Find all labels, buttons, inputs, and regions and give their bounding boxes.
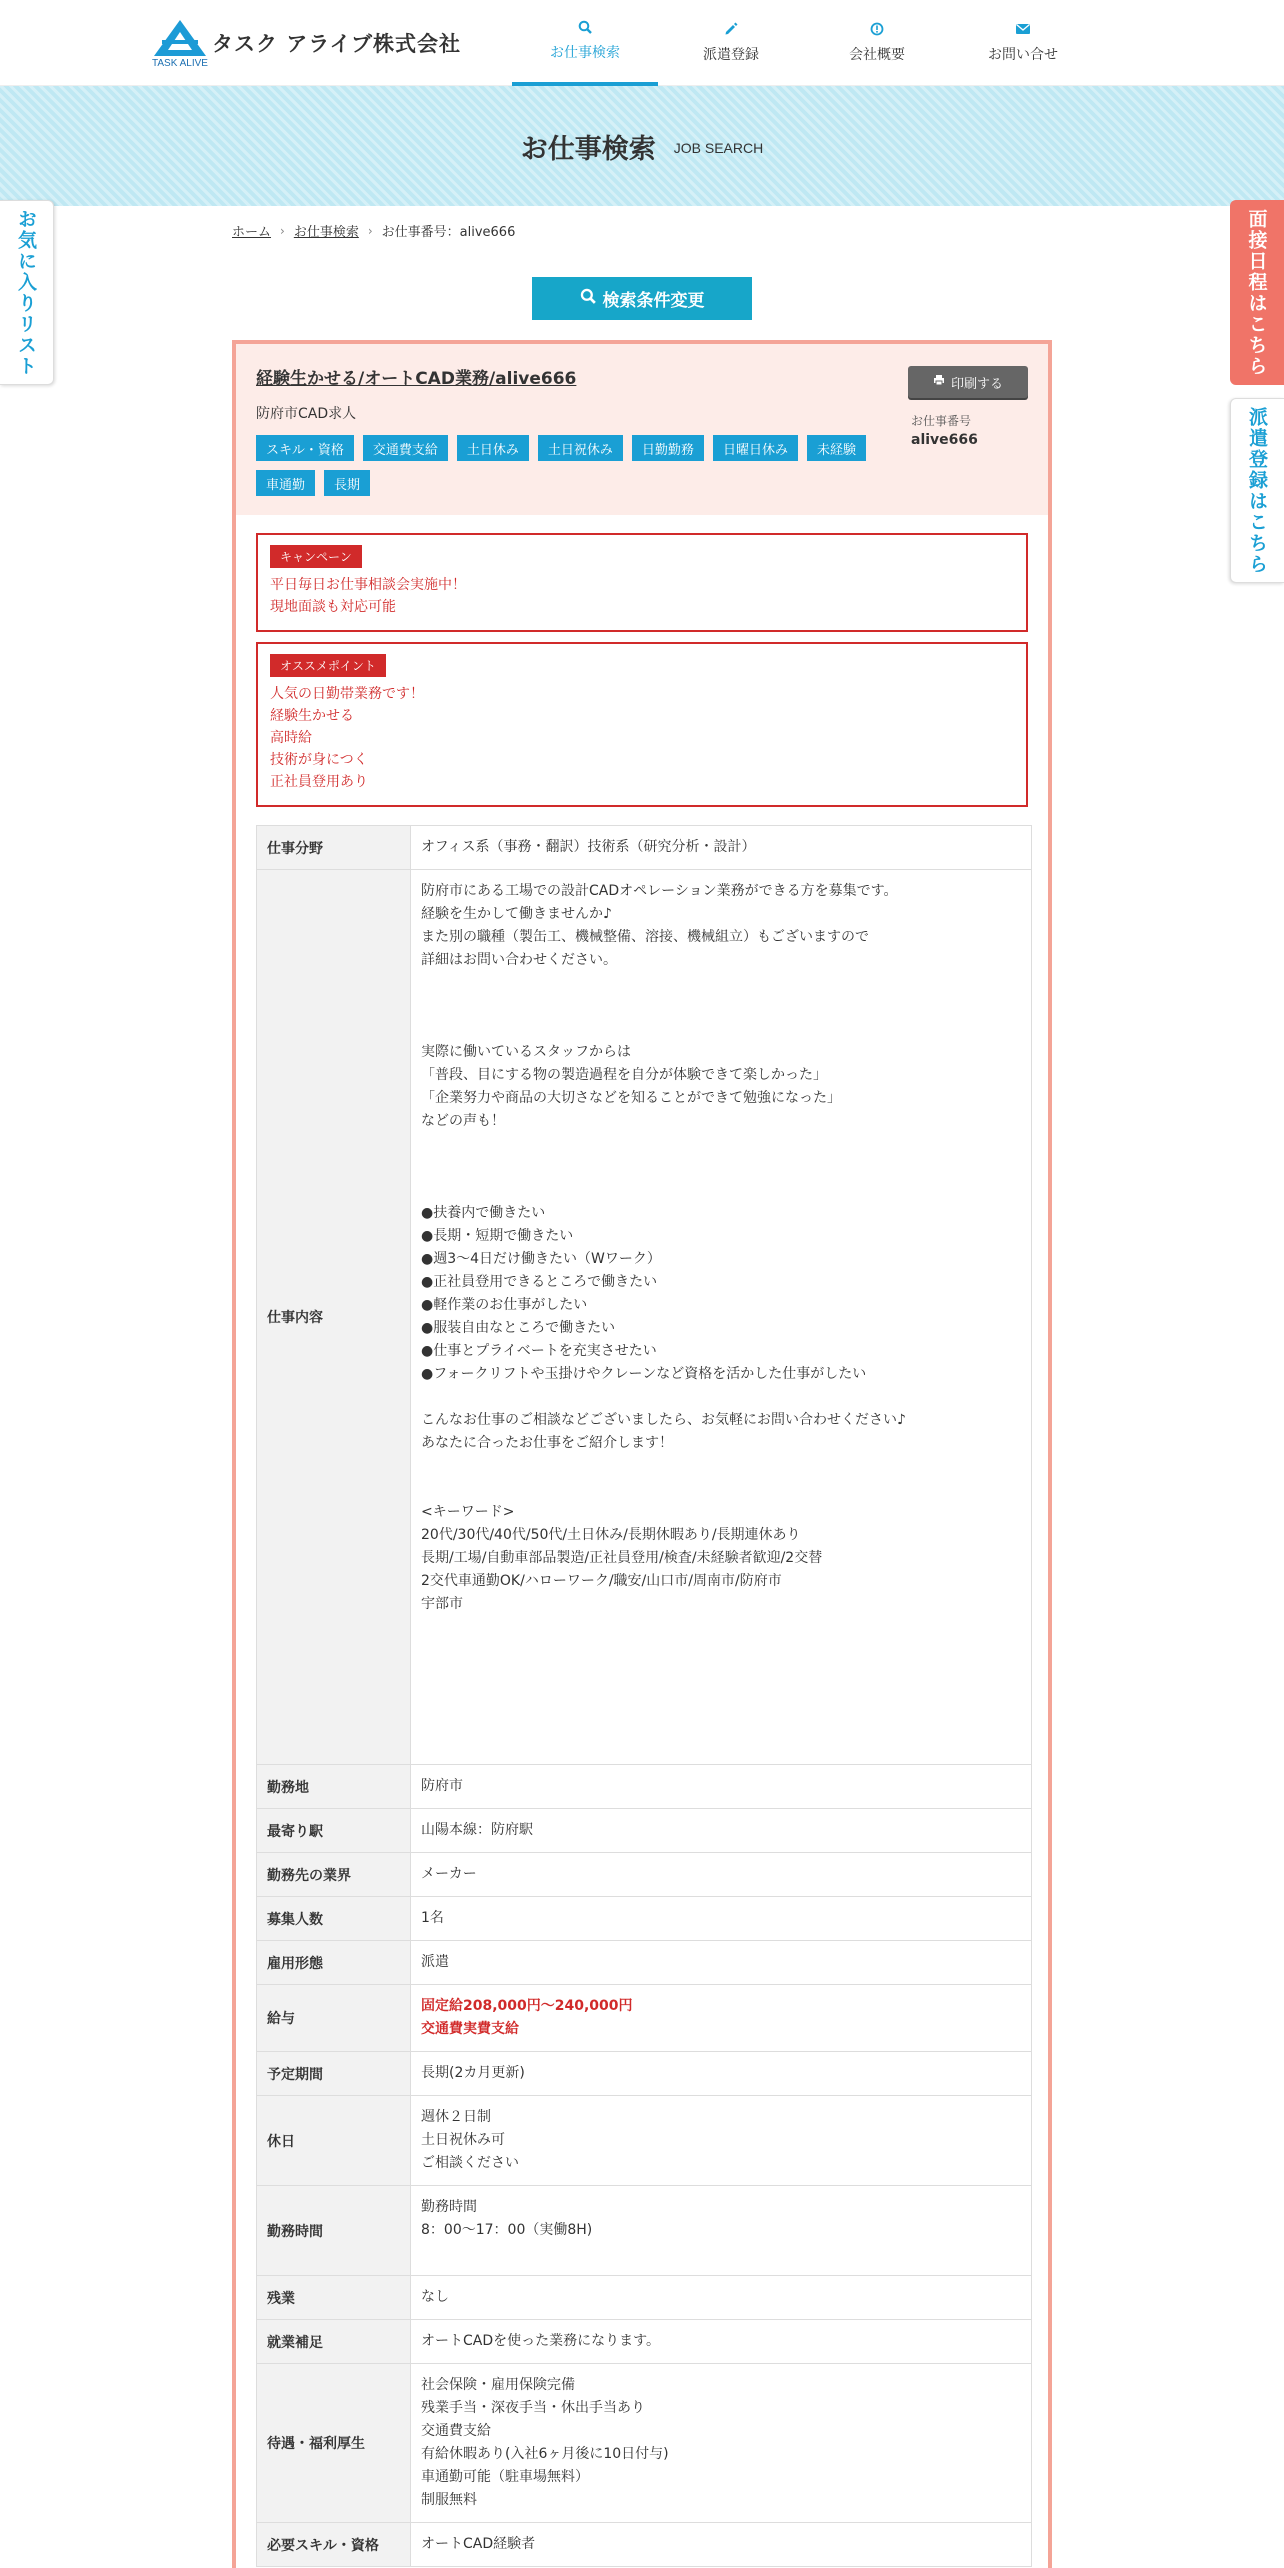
nav-label: お問い合せ	[988, 47, 1058, 63]
spec-value-line: 長期/工場/自動車部品製造/正社員登用/検査/未経験者歓迎/2交替	[421, 1550, 823, 1566]
spec-value-line	[421, 1616, 1021, 1639]
recommend-line: 技術が身につく	[270, 752, 368, 768]
spec-value	[411, 1897, 1032, 1941]
nav-contact[interactable]	[950, 0, 1096, 86]
spec-row	[257, 870, 1032, 1765]
spec-row	[257, 826, 1032, 870]
spec-row	[257, 2523, 1032, 2567]
spec-value-line	[421, 1179, 1021, 1202]
company-logo[interactable]	[152, 18, 461, 70]
campaign-label: キャンペーン	[270, 545, 362, 568]
registration-tab-label: 派遣登録はこちら	[1246, 406, 1268, 575]
spec-key: 雇用形態	[257, 1941, 411, 1985]
nav-label: お仕事検索	[550, 45, 620, 61]
logo-subtext: TASK ALIVE	[152, 58, 208, 69]
job-title[interactable]: 経験生かせる/オートCAD業務/alive666	[256, 369, 577, 389]
spec-value	[411, 2052, 1032, 2096]
spec-value-line: などの声も！	[421, 1113, 505, 1129]
nav-label: 会社概要	[849, 47, 905, 63]
spec-value-line: 交通費支給	[421, 2423, 491, 2439]
spec-value-line: 土日祝休み可	[421, 2132, 505, 2148]
spec-row	[257, 2276, 1032, 2320]
spec-value-line: こんなお仕事のご相談などございましたら、お気軽にお問い合わせください♪	[421, 1412, 906, 1428]
spec-value-line: 「普段、目にする物の製造過程を自分が体験できて楽しかった」	[421, 1067, 827, 1083]
spec-key: 勤務先の業界	[257, 1853, 411, 1897]
interview-tab-label: 面接日程はこちら	[1245, 208, 1268, 377]
spec-value-line: 長期(2カ月更新)	[421, 2065, 525, 2081]
logo-text: タスク アライブ株式会社	[212, 32, 462, 56]
site-header	[0, 0, 1284, 86]
job-tag[interactable]: 長期	[324, 470, 370, 496]
job-tag[interactable]: 日曜日休み	[713, 435, 798, 461]
spec-key: 給与	[257, 1985, 411, 2052]
print-button[interactable]	[908, 366, 1028, 398]
campaign-line: 現地面談も対応可能	[270, 599, 396, 615]
spec-value-line: 勤務時間	[421, 2199, 477, 2215]
spec-row	[257, 1853, 1032, 1897]
change-search-label: 検索条件変更	[602, 291, 705, 311]
spec-value-line: 有給休暇あり(入社6ヶ月後に10日付与)	[421, 2446, 669, 2462]
chevron-right-icon: ›	[280, 223, 285, 238]
spec-value-line: 宇部市	[421, 1596, 463, 1612]
print-label: 印刷する	[950, 376, 1003, 392]
spec-value-line	[421, 1478, 1021, 1501]
chevron-right-icon: ›	[367, 223, 373, 238]
spec-value-line: 実際に働いているスタッフからは	[421, 1044, 631, 1060]
spec-value-line	[421, 1685, 1021, 1708]
logo-mark-icon	[152, 18, 208, 70]
spec-value-line: 交通費実費支給	[421, 2021, 519, 2037]
spec-key: 仕事分野	[257, 826, 411, 870]
spec-value	[411, 826, 1032, 870]
job-tag[interactable]: 土日休み	[457, 435, 529, 461]
recommend-line: 正社員登用あり	[270, 774, 368, 790]
spec-value-line: ●扶養内で働きたい	[421, 1205, 546, 1221]
spec-value-line: 派遣	[421, 1954, 449, 1970]
spec-value	[411, 1985, 1032, 2052]
job-number-label: お仕事番号	[911, 414, 972, 428]
recommend-line: 高時給	[270, 730, 312, 746]
job-tag[interactable]: スキル・資格	[256, 435, 354, 461]
favorites-tab[interactable]	[0, 200, 54, 385]
recommend-line: 人気の日勤帯業務です！	[270, 686, 424, 702]
recommend-box	[256, 642, 1028, 807]
spec-row	[257, 1897, 1032, 1941]
spec-value-line: 制服無料	[421, 2492, 477, 2508]
spec-value-line: オフィス系（事務・翻訳）技術系（研究分析・設計）	[421, 839, 756, 855]
spec-key: 待遇・福利厚生	[257, 2364, 411, 2523]
recommend-label: オススメポイント	[270, 654, 386, 677]
spec-value-line: ●フォークリフトや玉掛けやクレーンなど資格を活かした仕事がしたい	[421, 1366, 867, 1382]
job-tag[interactable]: 日勤勤務	[632, 435, 704, 461]
spec-value-line: メーカー	[421, 1866, 477, 1882]
spec-value-line	[421, 995, 1021, 1018]
spec-row	[257, 1765, 1032, 1809]
spec-row	[257, 2186, 1032, 2276]
spec-key: 必要スキル・資格	[257, 2523, 411, 2567]
change-search-button[interactable]	[532, 277, 752, 320]
spec-key: 予定期間	[257, 2052, 411, 2096]
job-tag[interactable]: 未経験	[807, 435, 866, 461]
interview-schedule-tab[interactable]	[1230, 200, 1284, 385]
search-icon	[578, 20, 592, 38]
spec-value-line: ●正社員登用できるところで働きたい	[421, 1274, 658, 1290]
spec-key: 募集人数	[257, 1897, 411, 1941]
job-subtitle: 防府市CAD求人	[256, 406, 357, 422]
spec-value-line: 社会保険・雇用保険完備	[421, 2377, 575, 2393]
spec-value	[411, 2523, 1032, 2567]
spec-value-line	[421, 2242, 1021, 2265]
job-tag[interactable]: 車通勤	[256, 470, 315, 496]
spec-value-line: 経験を生かして働きませんか♪	[421, 906, 612, 922]
spec-key: 仕事内容	[257, 870, 411, 1765]
search-icon	[580, 288, 596, 309]
spec-value-line: また別の職種（製缶工、機械整備、溶接、機械組立）もございますので	[421, 929, 869, 945]
pencil-icon	[724, 22, 738, 40]
page-title: お仕事検索	[520, 133, 656, 165]
spec-value-line	[421, 1156, 1021, 1179]
spec-value-line: 8：00～17：00（実働8H)	[421, 2222, 593, 2238]
job-detail-panel	[232, 340, 1052, 2568]
spec-value-line: <キーワード>	[421, 1504, 515, 1520]
spec-value	[411, 2320, 1032, 2364]
recommend-lines	[270, 683, 1014, 793]
spec-key: 最寄り駅	[257, 1809, 411, 1853]
spec-value-line: ご相談ください	[421, 2155, 519, 2171]
spec-value	[411, 2276, 1032, 2320]
spec-value-line: オートCADを使った業務になります。	[421, 2333, 661, 2349]
favorites-tab-label: お気に入りリスト	[15, 208, 37, 377]
spec-key: 就業補足	[257, 2320, 411, 2364]
spec-value-line: オートCAD経験者	[421, 2536, 536, 2552]
spec-value-line: 2交代車通勤OK/ハローワーク/職安/山口市/周南市/防府市	[421, 1573, 782, 1589]
spec-value-line: 20代/30代/40代/50代/土日休み/長期休暇あり/長期連休あり	[421, 1527, 801, 1543]
spec-value-line: ●長期・短期で働きたい	[421, 1228, 574, 1244]
job-tags	[256, 435, 896, 505]
spec-value-line	[421, 1455, 1021, 1478]
spec-value-line: あなたに合ったお仕事をご紹介します！	[421, 1435, 673, 1451]
spec-key: 休日	[257, 2096, 411, 2186]
spec-key: 勤務地	[257, 1765, 411, 1809]
job-tag[interactable]: 土日祝休み	[538, 435, 623, 461]
nav-label: 派遣登録	[703, 47, 759, 63]
spec-row	[257, 2052, 1032, 2096]
breadcrumb	[232, 221, 515, 240]
spec-value-line	[421, 1386, 1021, 1409]
spec-value	[411, 1765, 1032, 1809]
main-nav	[512, 0, 1096, 86]
spec-value	[411, 2096, 1032, 2186]
spec-value	[411, 1941, 1032, 1985]
spec-row	[257, 2096, 1032, 2186]
spec-value	[411, 1853, 1032, 1897]
job-spec-table	[256, 825, 1032, 2567]
spec-value-line: 山陽本線：防府駅	[421, 1822, 533, 1838]
job-header	[236, 344, 1048, 515]
spec-value-line: 防府市	[421, 1778, 463, 1794]
spec-value-line: 詳細はお問い合わせください。	[421, 952, 617, 968]
spec-row	[257, 1985, 1032, 2052]
spec-value-line: 車通勤可能（駐車場無料）	[421, 2469, 589, 2485]
campaign-lines	[270, 574, 1014, 618]
recommend-line: 経験生かせる	[270, 708, 354, 724]
spec-value-line	[421, 1639, 1021, 1662]
spec-value-line: 固定給208,000円～240,000円	[421, 1998, 633, 2014]
spec-row	[257, 2364, 1032, 2523]
printer-icon	[933, 374, 945, 390]
spec-value-line: ●服装自由なところで働きたい	[421, 1320, 616, 1336]
registration-tab[interactable]	[1230, 398, 1284, 583]
spec-value	[411, 1809, 1032, 1853]
spec-value-line	[421, 1662, 1021, 1685]
info-icon	[870, 22, 884, 40]
nav-company[interactable]	[804, 0, 950, 86]
mail-icon	[1015, 22, 1031, 40]
job-tag[interactable]: 交通費支給	[363, 435, 448, 461]
spec-value-line	[421, 1133, 1021, 1156]
page-subtitle: JOB SEARCH	[673, 140, 764, 156]
spec-key: 勤務時間	[257, 2186, 411, 2276]
breadcrumb-home[interactable]: ホーム	[232, 225, 272, 240]
nav-registration[interactable]	[658, 0, 804, 86]
campaign-line: 平日毎日お仕事相談会実施中！	[270, 577, 466, 593]
spec-value-line	[421, 972, 1021, 995]
spec-value-line: 週休２日制	[421, 2109, 491, 2125]
spec-key: 残業	[257, 2276, 411, 2320]
nav-job-search[interactable]	[512, 0, 658, 86]
spec-row	[257, 1809, 1032, 1853]
page-banner	[0, 86, 1284, 206]
spec-value	[411, 2364, 1032, 2523]
breadcrumb-current: お仕事番号：alive666	[381, 225, 516, 240]
spec-row	[257, 2320, 1032, 2364]
spec-value-line: ●軽作業のお仕事がしたい	[421, 1297, 588, 1313]
spec-value-line: 防府市にある工場での設計CADオペレーション業務ができる方を募集です。	[421, 883, 898, 899]
spec-value-line: なし	[421, 2289, 449, 2305]
spec-value-line: ●週3～4日だけ働きたい（Wワーク）	[421, 1251, 661, 1267]
spec-value-line	[421, 1731, 1021, 1754]
breadcrumb-search[interactable]: お仕事検索	[293, 225, 359, 240]
spec-value-line: 1名	[421, 1910, 444, 1926]
spec-value	[411, 870, 1032, 1765]
spec-value-line	[421, 1018, 1021, 1041]
spec-value-line	[421, 1708, 1021, 1731]
spec-value-line: 残業手当・深夜手当・休出手当あり	[421, 2400, 645, 2416]
spec-row	[257, 1941, 1032, 1985]
spec-value-line: 「企業努力や商品の大切さなどを知ることができて勉強になった」	[421, 1090, 841, 1106]
job-number-value: alive666	[911, 432, 978, 448]
campaign-box	[256, 533, 1028, 632]
spec-value-line: ●仕事とプライベートを充実させたい	[421, 1343, 657, 1359]
spec-value	[411, 2186, 1032, 2276]
